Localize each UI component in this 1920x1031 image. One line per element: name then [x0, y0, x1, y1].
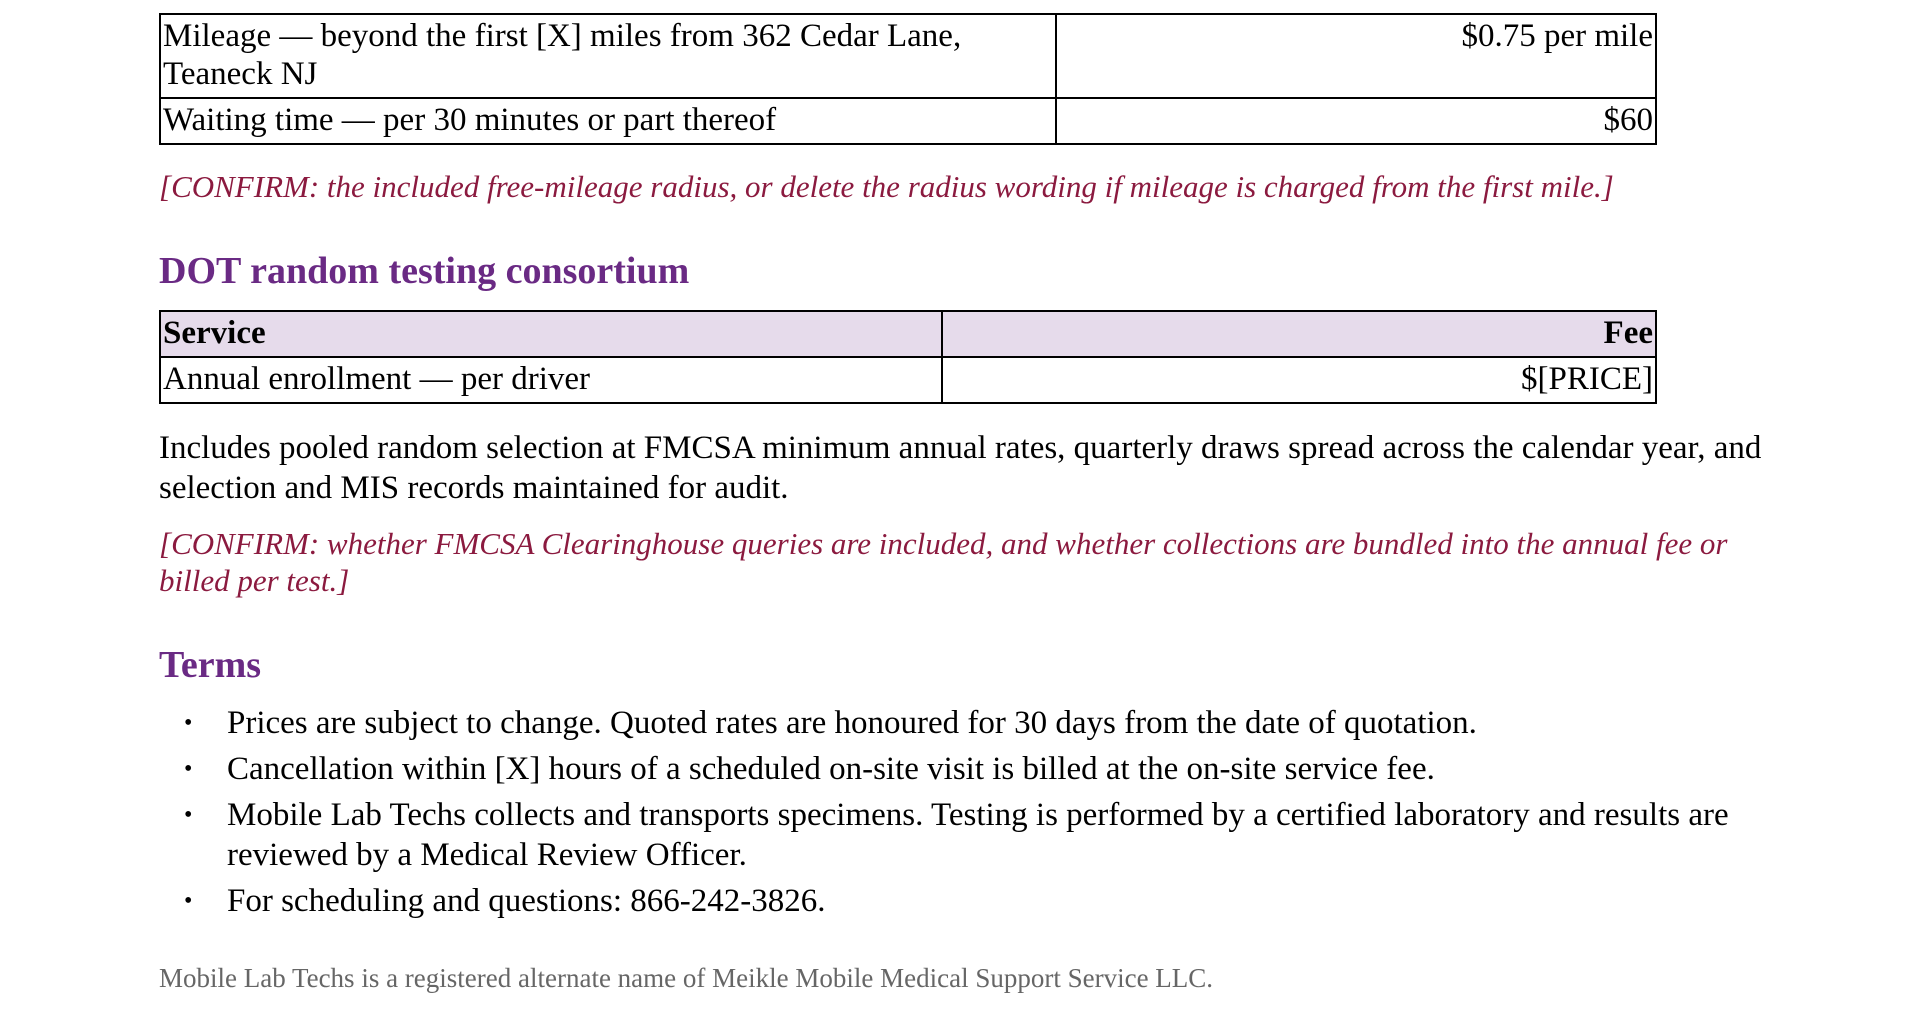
term-text: Cancellation within [X] hours of a scheduled on-site visit is billed at the on-site service fee.: [227, 751, 1435, 787]
fee-cell: $[PRICE]: [942, 357, 1656, 403]
table-row: [160, 14, 1656, 98]
service-cell: Mileage — beyond the first [X] miles from 362 Cedar Lane, Teaneck NJ: [160, 14, 1056, 98]
table-row: [160, 98, 1656, 144]
term-text: For scheduling and questions: 866-242-3826.: [227, 883, 826, 919]
term-text: Mobile Lab Techs collects and transports specimens. Testing is performed by a certified laboratory and results are reviewed by a Medical Review Officer.: [227, 797, 1729, 873]
table-row: [160, 357, 1656, 403]
bullet-icon: •: [184, 802, 193, 828]
dot-fee-table: [159, 310, 1657, 404]
fee-cell: $60: [1056, 98, 1656, 144]
bullet-icon: •: [184, 710, 193, 736]
service-column-header: Service: [160, 311, 942, 357]
fee-cell: $0.75 per mile: [1056, 14, 1656, 98]
footer-note: Mobile Lab Techs is a registered alternate name of Meikle Mobile Medical Support Service LLC.: [159, 963, 1214, 993]
fee-column-header: Fee: [942, 311, 1656, 357]
confirm-note-clearinghouse: [CONFIRM: whether FMCSA Clearinghouse queries are included, and whether collections are bundled into the annual fee or billed per test.]: [159, 526, 1728, 598]
list-item: [159, 703, 1799, 743]
list-item: [159, 795, 1799, 875]
service-cell: Annual enrollment — per driver: [160, 357, 942, 403]
dot-section-heading: DOT random testing consortium: [159, 250, 690, 292]
list-item: [159, 881, 1799, 921]
bullet-icon: •: [184, 756, 193, 782]
terms-section-heading: Terms: [159, 644, 262, 686]
mileage-fee-table: [159, 13, 1657, 145]
confirm-note-mileage: [CONFIRM: the included free-mileage radius, or delete the radius wording if mileage is charged from the first mile.]: [159, 169, 1614, 204]
terms-list: [159, 703, 1799, 927]
list-item: [159, 749, 1799, 789]
service-cell: Waiting time — per 30 minutes or part thereof: [160, 98, 1056, 144]
bullet-icon: •: [184, 888, 193, 914]
dot-description: Includes pooled random selection at FMCSA minimum annual rates, quarterly draws spread across the calendar year, and selection and MIS records maintained for audit.: [159, 430, 1762, 506]
term-text: Prices are subject to change. Quoted rates are honoured for 30 days from the date of quotation.: [227, 705, 1477, 741]
table-header-row: [160, 311, 1656, 357]
